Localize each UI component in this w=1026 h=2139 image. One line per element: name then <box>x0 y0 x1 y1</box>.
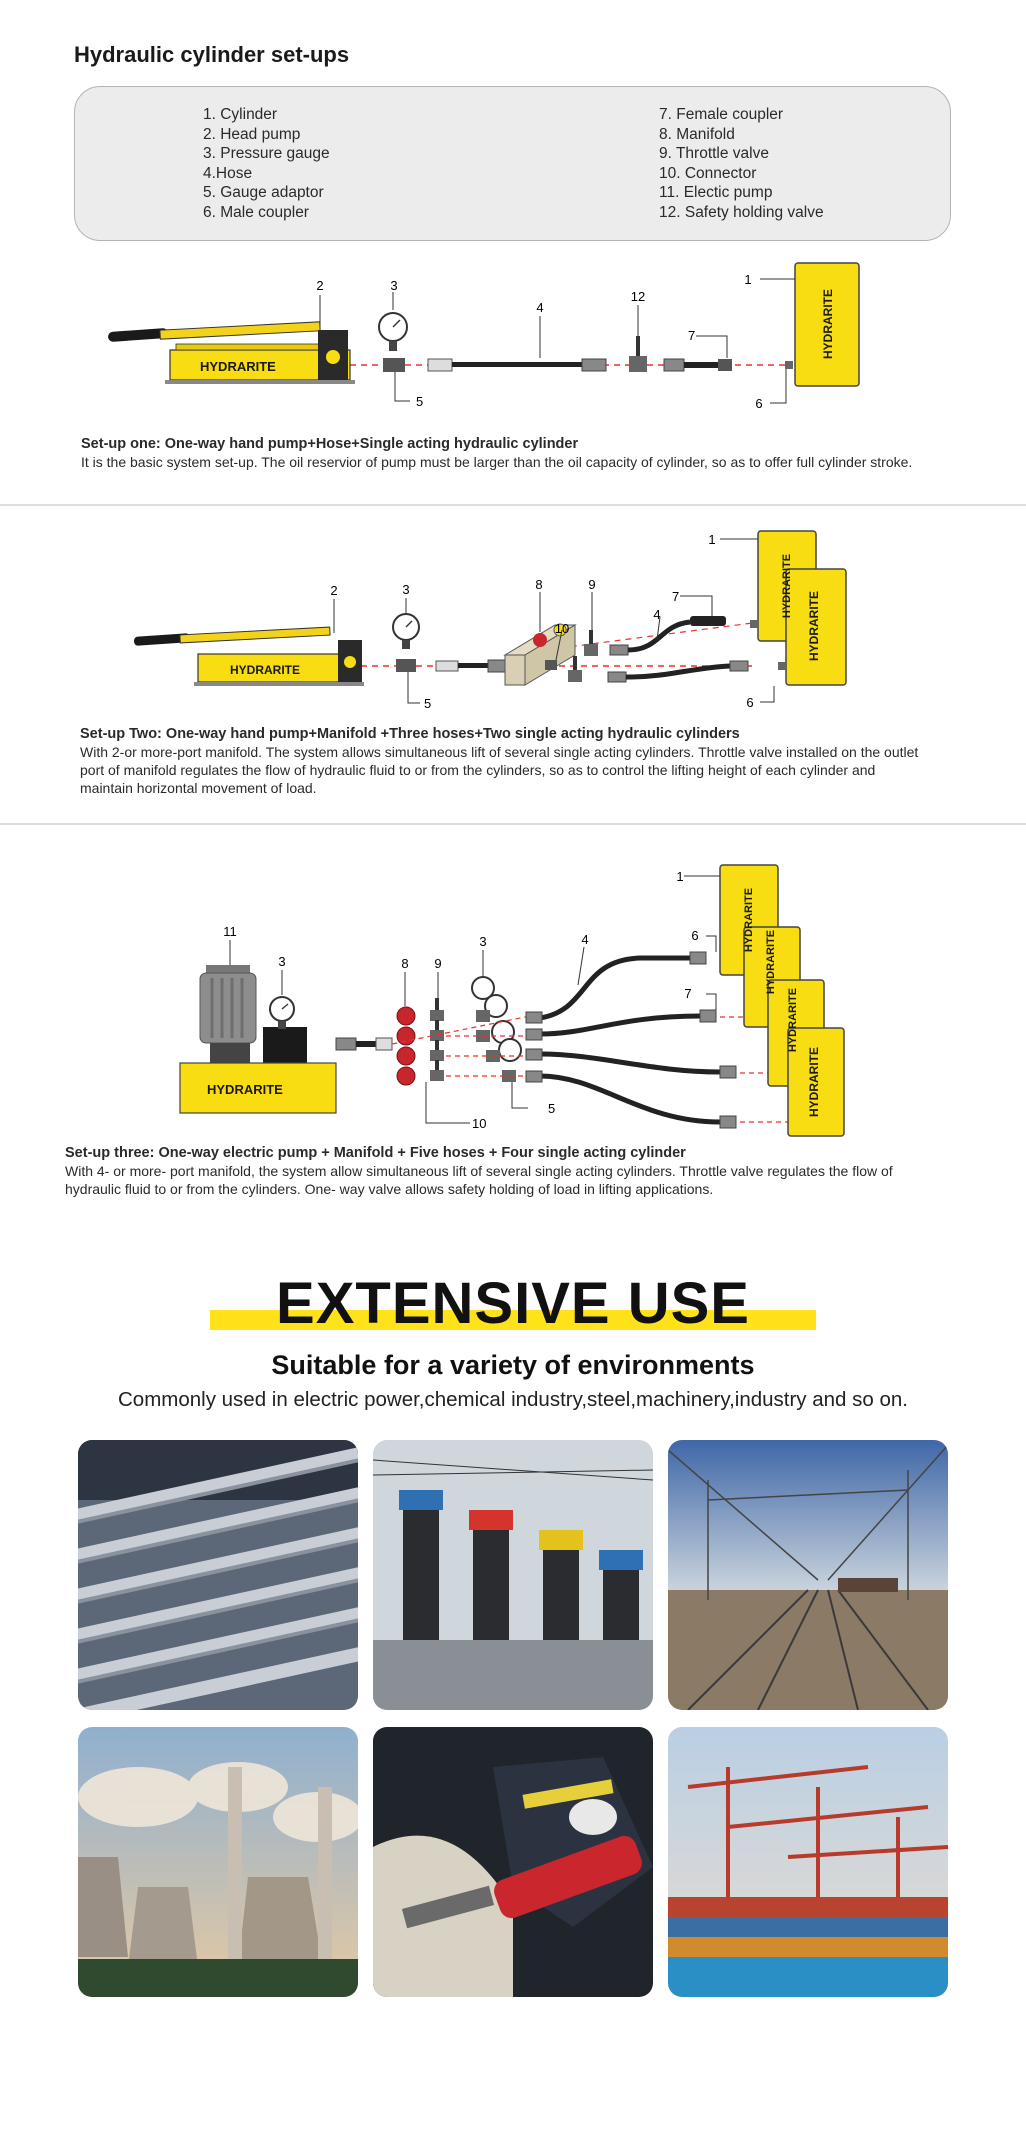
callout-1: 1 <box>676 869 684 884</box>
male-coupler <box>718 359 732 371</box>
extensive-use-title: EXTENSIVE USE <box>276 1271 750 1336</box>
photo-power-plant <box>78 1727 358 1997</box>
callout-7: 7 <box>672 589 680 604</box>
setup-two-title: Set-up Two: One-way hand pump+Manifold +Three hoses+Two single acting hydraulic cylinders <box>80 726 740 742</box>
hose-end <box>582 359 606 371</box>
hose <box>452 362 582 367</box>
hose-end <box>376 1038 392 1050</box>
manifold <box>397 1007 415 1085</box>
flow-line <box>392 960 790 1122</box>
legend-item: 4.Hose <box>203 164 253 182</box>
setup-three-desc-line: hydraulic fluid to or from the cylinders. One- way valve allows safety holding of load in lifting applications. <box>65 1181 714 1197</box>
female-coupler <box>690 616 726 626</box>
setup-one-desc: It is the basic system set-up. The oil reservior of pump must be larger than the oil capacity of cylinder, so as to offer full cylinder stroke. <box>81 454 913 470</box>
connector <box>545 660 557 670</box>
setup-three-caption <box>65 1144 995 1198</box>
extensive-use-heading <box>0 1270 1026 1340</box>
pressure-gauge <box>270 997 294 1029</box>
brand-label: HYDRARITE <box>200 359 276 374</box>
callout-8: 8 <box>535 577 543 592</box>
legend-item: 7. Female coupler <box>659 106 784 123</box>
hose <box>684 362 718 368</box>
male-coupler <box>785 361 793 369</box>
pressure-gauge <box>393 614 419 649</box>
callout-10: 10 <box>554 621 570 636</box>
setup-three-diagram <box>0 860 1026 1140</box>
throttle-valve <box>568 656 582 682</box>
callout-7: 7 <box>688 328 696 343</box>
hand-pump <box>108 322 355 384</box>
setup-two-caption <box>80 725 990 797</box>
legend-right-column <box>659 105 824 222</box>
callout-6: 6 <box>746 695 754 710</box>
hose <box>356 1041 376 1047</box>
setup-two-desc-line: With 2-or more-port manifold. The system allows simultaneous lift of several single acting cylinders. Throttle valve installed on the outlet <box>80 744 919 760</box>
setup-two-diagram <box>0 520 1026 720</box>
legend-item: 8. Manifold <box>659 125 735 143</box>
callout-3: 3 <box>278 954 286 969</box>
photo-rescue-worker <box>373 1727 653 1997</box>
callout-8: 8 <box>401 956 409 971</box>
callout-4: 4 <box>536 300 544 315</box>
callout-1: 1 <box>744 272 752 287</box>
page-title: Hydraulic cylinder set-ups <box>74 42 350 67</box>
brand-label: HYDRARITE <box>807 590 821 662</box>
hand-pump <box>134 627 364 686</box>
hose-end <box>428 359 452 371</box>
legend-item: 3. Pressure gauge <box>203 145 330 162</box>
brand-label: HYDRARITE <box>787 987 799 1053</box>
legend-item: 2. Head pump <box>203 125 301 143</box>
callout-6: 6 <box>691 928 699 943</box>
hose-end <box>730 661 748 671</box>
female-coupler <box>664 359 684 371</box>
legend-left-column <box>203 105 330 222</box>
hose-end <box>336 1038 356 1050</box>
brand-label: HYDRARITE <box>781 553 793 619</box>
callout-5: 5 <box>416 394 424 409</box>
callout-9: 9 <box>588 577 596 592</box>
callout-4: 4 <box>653 607 661 622</box>
photo-railway <box>668 1440 948 1710</box>
callout-2: 2 <box>330 583 338 598</box>
photo-power-insulators <box>373 1440 653 1710</box>
photo-pipes <box>78 1440 358 1710</box>
extensive-use-description: Commonly used in electric power,chemical industry,steel,machinery,industry and so on. <box>118 1388 908 1411</box>
callout-3: 3 <box>390 278 398 293</box>
gauge-adaptor <box>383 358 405 372</box>
brand-label: HYDRARITE <box>765 929 777 995</box>
callout-7: 7 <box>684 986 692 1001</box>
legend-item: 6. Male coupler <box>203 203 309 221</box>
hose <box>458 663 488 668</box>
section-divider <box>0 504 1026 506</box>
safety-holding-valve <box>629 336 647 372</box>
brand-label: HYDRARITE <box>743 887 755 953</box>
callout-10: 10 <box>472 1116 487 1131</box>
callout-3: 3 <box>479 934 487 949</box>
hose-end <box>610 645 628 655</box>
hose <box>626 666 730 677</box>
photo-port-cranes <box>668 1727 948 1997</box>
callout-9: 9 <box>434 956 442 971</box>
callout-3: 3 <box>402 582 410 597</box>
callout-12: 12 <box>630 289 646 304</box>
male-coupler <box>750 620 758 628</box>
callout-6: 6 <box>755 396 763 411</box>
legend-item: 1. Cylinder <box>203 106 278 123</box>
legend-item: 12. Safety holding valve <box>659 203 824 221</box>
legend-item: 10. Connector <box>659 164 757 182</box>
callout-2: 2 <box>316 278 324 293</box>
brand-label: HYDRARITE <box>230 663 301 677</box>
setup-two-desc-line: maintain horizontal movement of load. <box>80 780 317 796</box>
section-divider <box>0 823 1026 825</box>
callout-11: 11 <box>223 924 237 939</box>
callout-1: 1 <box>708 532 716 547</box>
callout-5: 5 <box>548 1101 556 1116</box>
throttle-valve <box>430 998 444 1081</box>
extensive-use-subtitle: Suitable for a variety of environments <box>271 1350 755 1380</box>
legend-box <box>74 86 951 241</box>
setup-one-caption <box>81 435 981 471</box>
brand-label: HYDRARITE <box>807 1046 821 1118</box>
callout-4: 4 <box>581 932 589 947</box>
brand-label: HYDRARITE <box>821 288 835 360</box>
brand-label: HYDRARITE <box>207 1082 283 1097</box>
setup-three-title: Set-up three: One-way electric pump + Manifold + Five hoses + Four single acting cylinder <box>65 1145 686 1161</box>
callout-5: 5 <box>424 696 432 711</box>
legend-item: 11. Electic pump <box>659 184 773 201</box>
setup-one-title: Set-up one: One-way hand pump+Hose+Single acting hydraulic cylinder <box>81 436 579 452</box>
gauge-adaptor <box>396 659 416 672</box>
legend-item: 9. Throttle valve <box>659 145 769 162</box>
legend-item: 5. Gauge adaptor <box>203 184 324 201</box>
hose <box>540 958 720 1122</box>
setup-two-desc-line: port of manifold regulates the flow of hydraulic fluid to or from the cylinders, so as to control the lifting height of each cylinder and <box>80 762 876 778</box>
hose-end <box>436 661 458 671</box>
setup-three-desc-line: With 4- or more- port manifold, the system allow simultaneous lift of several single acting cylinders. Throttle valve regulates the flow of <box>65 1163 893 1179</box>
hose-end <box>608 672 626 682</box>
setup-one-diagram <box>0 250 1026 420</box>
male-coupler <box>778 662 786 670</box>
pressure-gauge <box>379 313 407 351</box>
